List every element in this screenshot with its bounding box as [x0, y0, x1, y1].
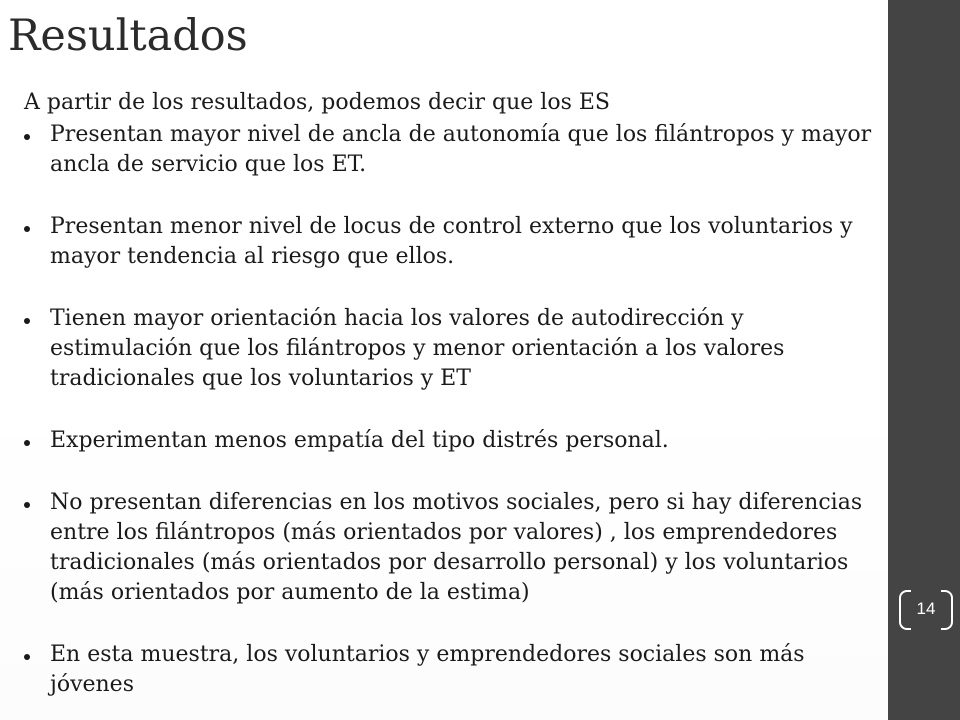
slide-number-badge [899, 590, 953, 630]
bullet-dot-icon [24, 502, 30, 508]
bullet-item-5 [24, 488, 872, 608]
bullet-text-1: Presentan mayor nivel de ancla de autonomía que los filántropos y mayor ancla de servicio que los ET. [50, 122, 872, 177]
slide-number: 14 [916, 599, 936, 618]
bullet-text-3: Tienen mayor orientación hacia los valores de autodirección y estimulación que los filántropos y menor orientación a los valores tradicionales que los voluntarios y ET [50, 306, 785, 391]
bullet-dot-icon [24, 654, 30, 660]
bullet-item-2 [24, 212, 872, 272]
slide-title: Resultados [8, 11, 248, 61]
bullet-dot-icon [24, 134, 30, 140]
bullet-dot-icon [24, 318, 30, 324]
bullet-text-2: Presentan menor nivel de locus de control externo que los voluntarios y mayor tendencia al riesgo que ellos. [50, 214, 853, 269]
bullet-list [24, 120, 872, 700]
bullet-item-6 [24, 640, 872, 700]
bullet-text-6: En esta muestra, los voluntarios y emprendedores sociales son más jóvenes [50, 642, 805, 697]
bullet-text-4: Experimentan menos empatía del tipo distrés personal. [50, 428, 669, 453]
bullet-text-5: No presentan diferencias en los motivos sociales, pero si hay diferencias entre los filántropos (más orientados por valores) , los emprendedores tradicionales (más orientados por desarrollo personal) y los voluntarios (más orientados por aumento de la estima) [50, 490, 863, 605]
bullet-item-4 [24, 426, 872, 456]
slide-body [24, 88, 872, 700]
bullet-dot-icon [24, 440, 30, 446]
bullet-item-3 [24, 304, 872, 394]
bullet-dot-icon [24, 226, 30, 232]
bullet-item-1 [24, 120, 872, 180]
intro-text: A partir de los resultados, podemos decir que los ES [24, 90, 610, 115]
